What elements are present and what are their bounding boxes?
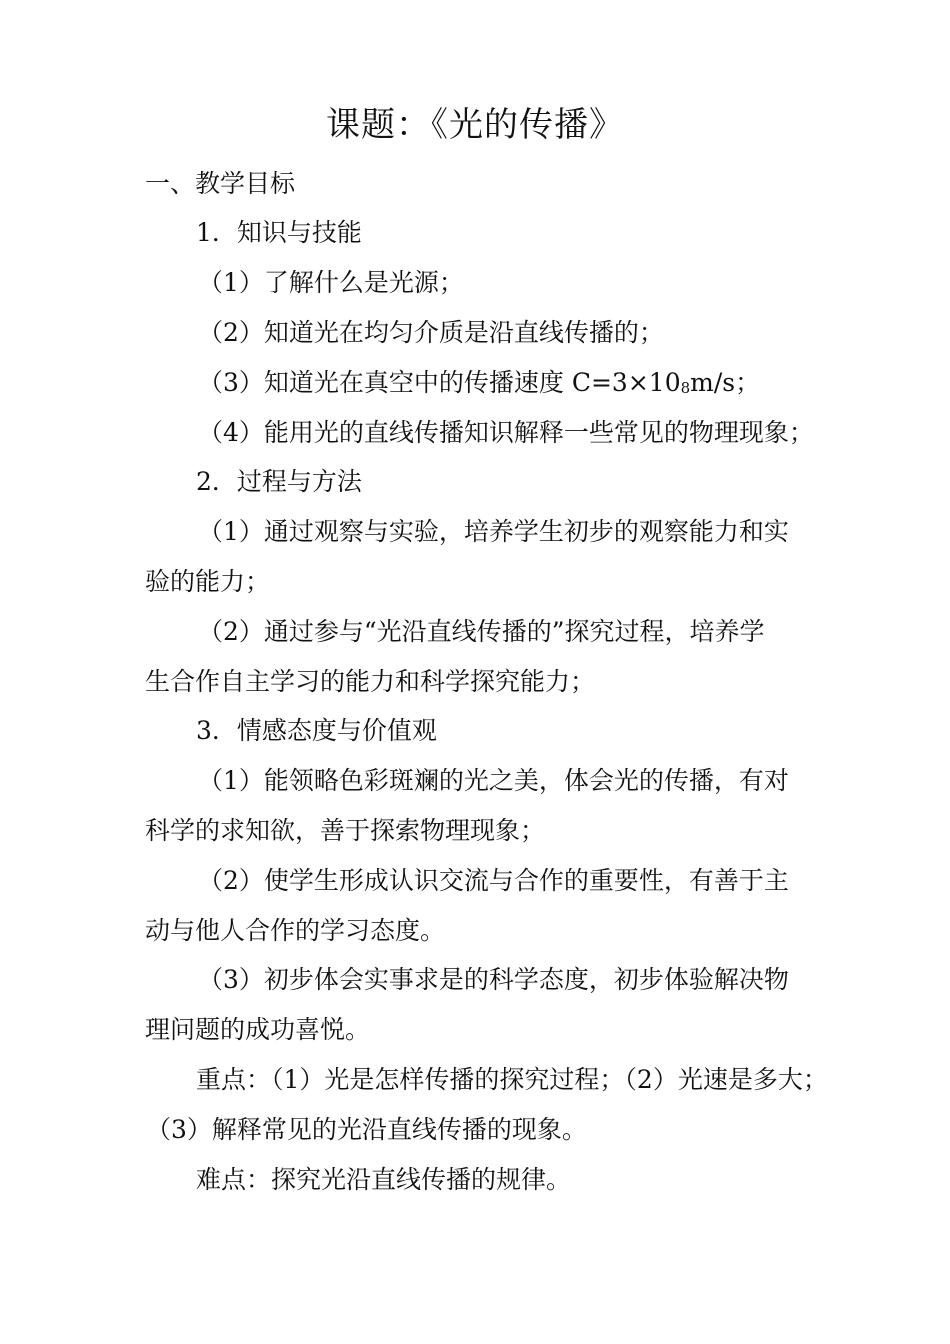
list-item: （2）使学生形成认识交流与合作的重要性，有善于主 (198, 866, 789, 895)
list-item: （1）通过观察与实验，培养学生初步的观察能力和实 (198, 517, 789, 546)
subsection-heading-knowledge-skills: 1．知识与技能 (196, 218, 362, 247)
light-speed-unit: m/s； (690, 368, 761, 397)
subsection-heading-process-methods: 2．过程与方法 (196, 467, 362, 496)
key-points: 重点：（1）光是怎样传播的探究过程；（2）光速是多大； (196, 1065, 828, 1094)
list-item: （3）初步体会实事求是的科学态度，初步体验解决物 (198, 965, 789, 994)
list-item-continuation: 理问题的成功喜悦。 (145, 1015, 371, 1044)
list-item: （2）通过参与“光沿直线传播的”探究过程，培养学 (198, 617, 765, 646)
light-speed-exponent: 8 (680, 379, 691, 397)
list-item-continuation: 验的能力； (145, 567, 271, 596)
page-title: 课题：《光的传播》 (326, 105, 624, 145)
key-points-continuation: （3）解释常见的光沿直线传播的现象。 (146, 1115, 587, 1144)
difficulty: 难点：探究光沿直线传播的规律。 (196, 1165, 572, 1194)
section-heading-teaching-goals: 一、教学目标 (145, 169, 296, 198)
subsection-heading-attitude-values: 3．情感态度与价值观 (196, 716, 437, 745)
list-item: （2）知道光在均匀介质是沿直线传播的； (198, 318, 664, 347)
list-item: （1）能领略色彩斑斓的光之美，体会光的传播，有对 (198, 766, 789, 795)
list-item-continuation: 动与他人合作的学习态度。 (145, 916, 446, 945)
light-speed-text: （3）知道光在真空中的传播速度 C=3×10 (198, 368, 681, 397)
list-item-light-speed (198, 366, 863, 403)
list-item-continuation: 科学的求知欲，善于探索物理现象； (145, 816, 546, 845)
list-item: （1）了解什么是光源； (198, 268, 464, 297)
list-item: （4）能用光的直线传播知识解释一些常见的物理现象； (198, 418, 814, 447)
list-item-continuation: 生合作自主学习的能力和科学探究能力； (145, 667, 596, 696)
